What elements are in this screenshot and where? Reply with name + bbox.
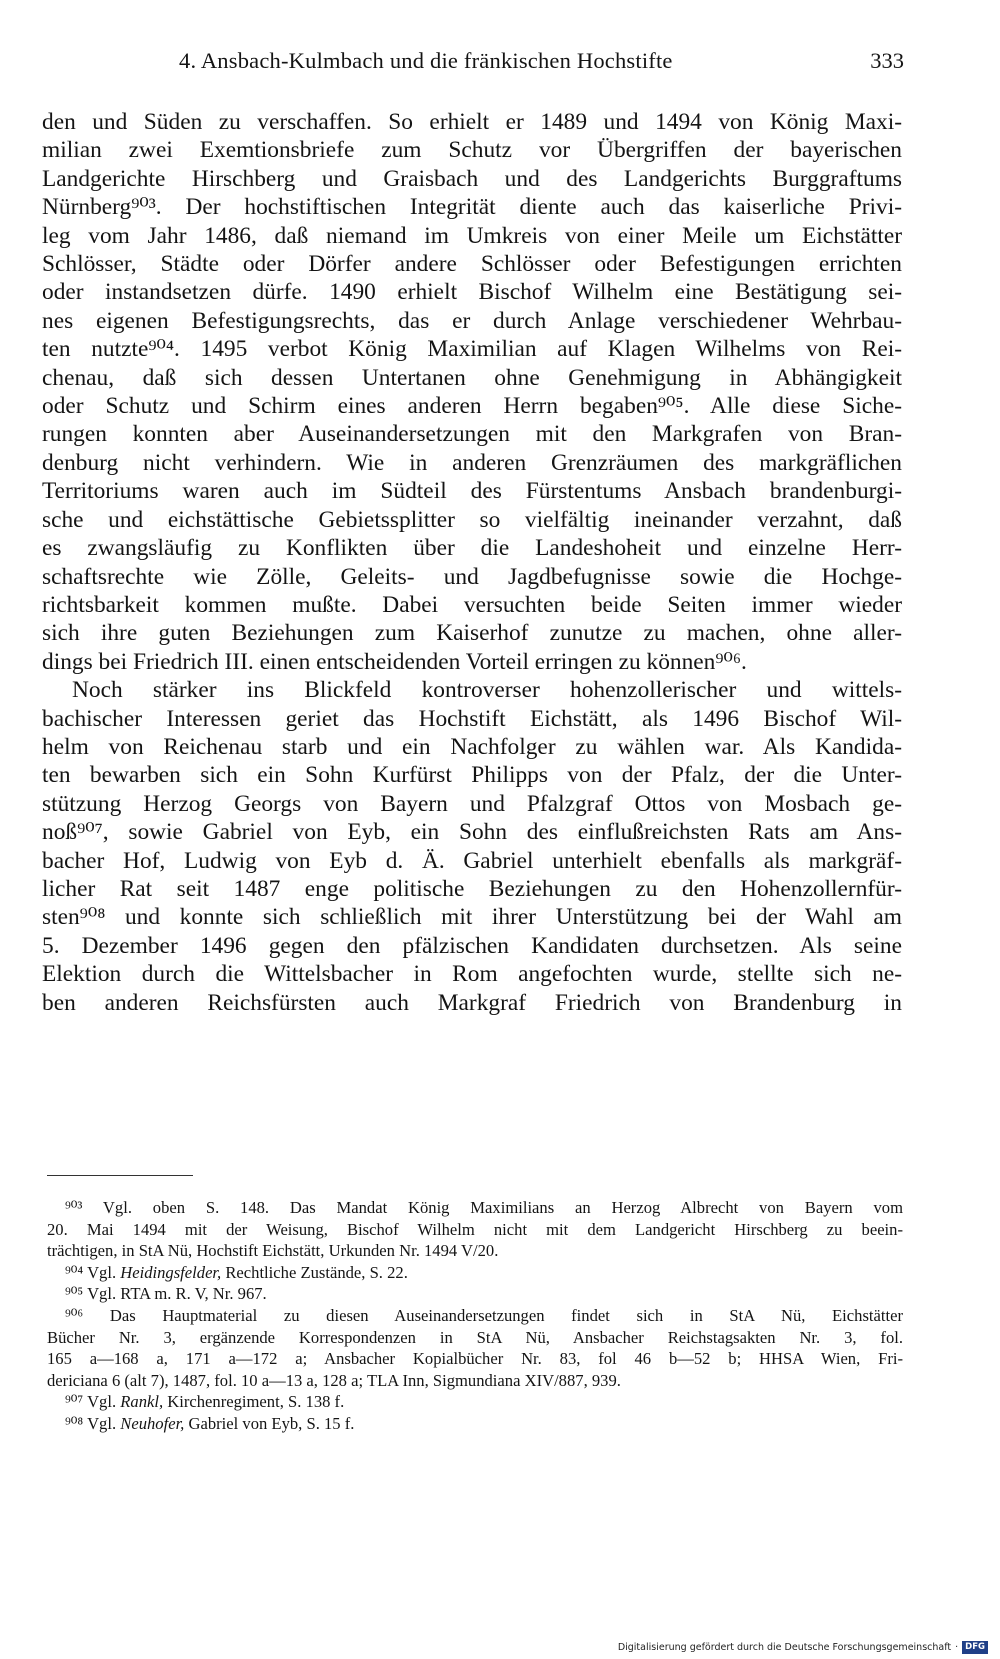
- main-text: [42, 108, 902, 1017]
- text-line: den und Süden zu verschaffen. So erhielt er 1489 und 1494 von König Maxi-: [42, 109, 902, 135]
- text-line: helm von Reichenau starb und ein Nachfolger zu wählen war. Als Kandida-: [42, 733, 902, 760]
- text-line: milian zwei Exemtionsbriefe zum Schutz vor Übergriffen der bayerischen: [42, 137, 902, 164]
- footnote-line: ⁹⁰⁶ Das Hauptmaterial zu diesen Auseinandersetzungen findet sich in StA Nü, Eichstätter: [65, 1305, 903, 1325]
- footnote-line: ⁹⁰⁷ Vgl. Rankl, Kirchenregiment, S. 138 f.: [65, 1392, 345, 1412]
- text-line: sche und eichstättische Gebietssplitter so vielfältig ineinander verzahnt, daß: [42, 506, 902, 533]
- text-line: richtsbarkeit kommen mußte. Dabei versuchten beide Seiten immer wieder: [42, 591, 902, 618]
- text-line: noß⁹⁰⁷, sowie Gabriel von Eyb, ein Sohn des einflußreichsten Rats am Ans-: [42, 819, 902, 846]
- digitization-footer: Digitalisierung gefördert durch die Deutsche Forschungsgemeinschaft · DFG: [618, 1639, 988, 1655]
- footnote-906: [47, 1305, 903, 1391]
- text-line: oder Schutz und Schirm eines anderen Herrn begaben⁹⁰⁵. Alle diese Siche-: [42, 393, 902, 420]
- footnotes: [47, 1197, 903, 1435]
- text-line: leg vom Jahr 1486, daß niemand im Umkreis von einer Meile um Eichstätter: [42, 222, 902, 249]
- footnote-line: ⁹⁰⁴ Vgl. Heidingsfelder, Rechtliche Zustände, S. 22.: [65, 1262, 408, 1282]
- running-head: 4. Ansbach-Kulmbach und die fränkischen Hochstifte: [179, 48, 673, 73]
- text-line: Landgerichte Hirschberg und Graisbach und des Landgerichts Burggraftums: [42, 165, 902, 192]
- footnote-905: [47, 1283, 903, 1305]
- footnote-904: [47, 1262, 903, 1284]
- text-line: stützung Herzog Georgs von Bayern und Pfalzgraf Ottos von Mosbach ge-: [42, 790, 902, 817]
- text-line: 5. Dezember 1496 gegen den pfälzischen Kandidaten durchsetzen. Als seine: [42, 932, 902, 959]
- text-line: dings bei Friedrich III. einen entscheidenden Vorteil erringen zu können⁹⁰⁶.: [42, 648, 747, 675]
- paragraph-2: [42, 676, 902, 1017]
- dfg-logo-icon: DFG: [962, 1641, 988, 1654]
- text-line: Noch stärker ins Blickfeld kontroverser hohenzollerischer und wittels-: [72, 677, 902, 704]
- footnote-907: [47, 1391, 903, 1413]
- text-line: licher Rat seit 1487 enge politische Beziehungen zu den Hohenzollernfür-: [42, 875, 902, 902]
- footnote-line: trächtigen, in StA Nü, Hochstift Eichstätt, Urkunden Nr. 1494 V/20.: [47, 1241, 499, 1261]
- text-line: denburg nicht verhindern. Wie in anderen Grenzräumen des markgräflichen: [42, 449, 902, 476]
- footnote-903: [47, 1197, 903, 1262]
- text-line: rungen konnten aber Auseinandersetzungen mit den Markgrafen von Bran-: [42, 421, 902, 448]
- footnote-line: 20. Mai 1494 mit der Weisung, Bischof Wilhelm nicht mit dem Landgericht Hirschberg zu beein-: [47, 1219, 903, 1239]
- text-line: ben anderen Reichsfürsten auch Markgraf Friedrich von Brandenburg in: [42, 989, 902, 1016]
- text-line: es zwangsläufig zu Konflikten über die Landeshoheit und einzelne Herr-: [42, 535, 902, 562]
- text-line: Schlösser, Städte oder Dörfer andere Schlösser oder Befestigungen errichten: [42, 251, 902, 278]
- text-line: sich ihre guten Beziehungen zum Kaiserhof zunutze zu machen, ohne aller-: [42, 620, 902, 647]
- page-header: [45, 48, 904, 82]
- text-line: schaftsrechte wie Zölle, Geleits- und Jagdbefugnisse sowie die Hochge-: [42, 563, 902, 590]
- footnote-line: 165 a—168 a, 171 a—172 a; Ansbacher Kopialbücher Nr. 83, fol 46 b—52 b; HHSA Wien, Fri-: [47, 1349, 903, 1369]
- paragraph-1: [42, 108, 902, 676]
- footnote-line: Bücher Nr. 3, ergänzende Korrespondenzen in StA Nü, Ansbacher Reichstagsakten Nr. 3, fol.: [47, 1327, 903, 1347]
- footnote-908: [47, 1413, 903, 1435]
- text-line: oder instandsetzen dürfe. 1490 erhielt Bischof Wilhelm eine Bestätigung sei-: [42, 279, 902, 306]
- text-line: Nürnberg⁹⁰³. Der hochstiftischen Integrität diente auch das kaiserliche Privi-: [42, 194, 902, 221]
- text-line: nes eigenen Befestigungsrechts, das er durch Anlage verschiedener Wehrbau-: [42, 307, 902, 334]
- text-line: ten nutzte⁹⁰⁴. 1495 verbot König Maximilian auf Klagen Wilhelms von Rei-: [42, 336, 902, 363]
- text-line: chenau, daß sich dessen Untertanen ohne Genehmigung in Abhängigkeit: [42, 364, 902, 391]
- text-line: sten⁹⁰⁸ und konnte sich schließlich mit ihrer Unterstützung bei der Wahl am: [42, 904, 902, 931]
- footnote-divider: [47, 1175, 193, 1176]
- digitization-credit: Digitalisierung gefördert durch die Deutsche Forschungsgemeinschaft: [617, 1641, 952, 1653]
- footnote-line: dericiana 6 (alt 7), 1487, fol. 10 a—13 a, 128 a; TLA Inn, Sigmundiana XIV/887, 939.: [47, 1370, 621, 1390]
- footnote-line: ⁹⁰⁸ Vgl. Neuhofer, Gabriel von Eyb, S. 15 f.: [65, 1413, 355, 1433]
- text-line: Territoriums waren auch im Südteil des Fürstentums Ansbach brandenburgi-: [42, 478, 902, 505]
- footnote-line: ⁹⁰³ Vgl. oben S. 148. Das Mandat König Maximilians an Herzog Albrecht von Bayern vom: [65, 1198, 903, 1217]
- page-number: 333: [870, 48, 904, 73]
- text-line: bacher Hof, Ludwig von Eyb d. Ä. Gabriel unterhielt ebenfalls als markgräf-: [42, 847, 902, 874]
- footnote-line: ⁹⁰⁵ Vgl. RTA m. R. V, Nr. 967.: [65, 1284, 267, 1304]
- text-line: bachischer Interessen geriet das Hochstift Eichstätt, als 1496 Bischof Wil-: [42, 705, 902, 732]
- text-line: ten bewarben sich ein Sohn Kurfürst Philipps von der Pfalz, der die Unter-: [42, 762, 902, 789]
- text-line: Elektion durch die Wittelsbacher in Rom angefochten wurde, stellte sich ne-: [42, 961, 902, 988]
